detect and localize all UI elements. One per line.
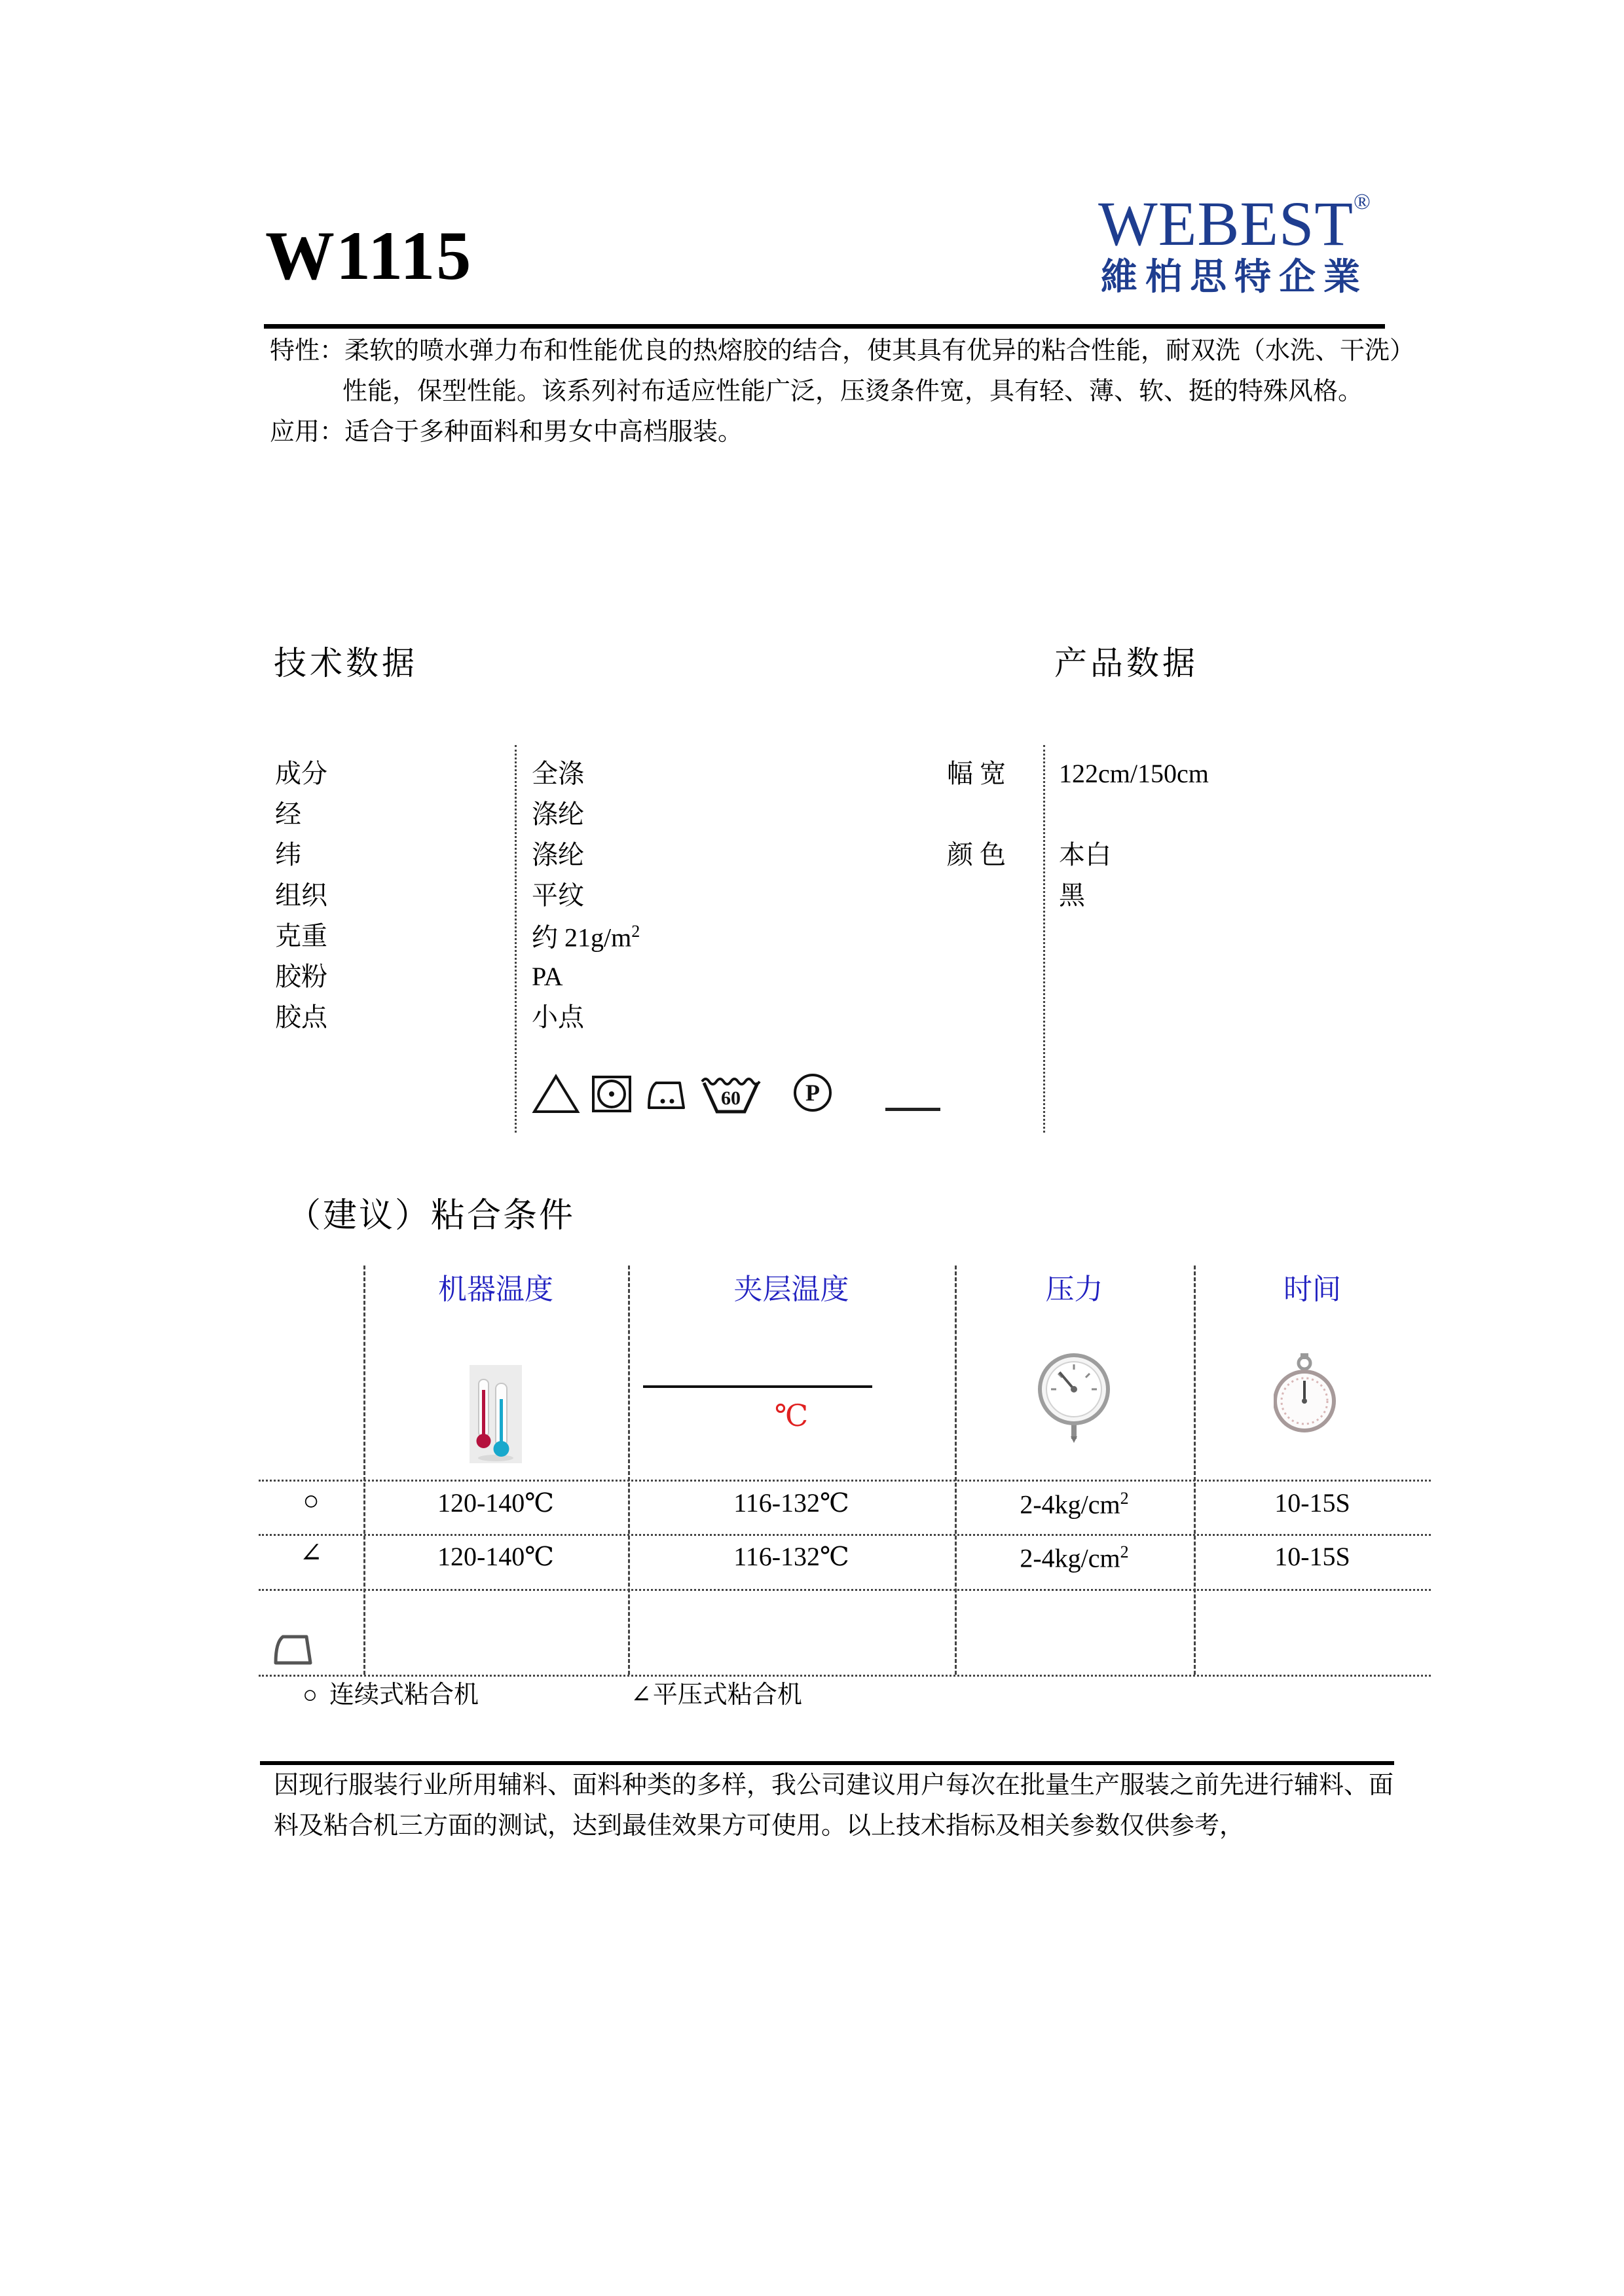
tech-label-0: 成分 (275, 759, 327, 788)
col-interlayer-temp: 夹层温度 (733, 1273, 849, 1305)
disclaimer-line-2: 料及粘合机三方面的测试，达到最佳效果方可使用。以上技术指标及相关参数仅供参考， (274, 1812, 1245, 1840)
wash-temp-text: 60 (721, 1087, 741, 1109)
company-name: 維柏思特企業 (1101, 257, 1368, 298)
row2-machine-temp: 120-140℃ (437, 1542, 555, 1571)
feature-label: 特性： (270, 337, 345, 365)
row1-pressure-value: 2-4kg/cm (1020, 1489, 1120, 1520)
tech-data-heading: 技术数据 (274, 645, 418, 682)
col-machine-temp: 机器温度 (438, 1273, 553, 1305)
row2-time: 10-15S (1274, 1542, 1350, 1571)
dry-flat-line-icon (885, 1108, 940, 1111)
application-line (270, 420, 743, 445)
brand-name: WEBEST (1098, 189, 1354, 259)
row1-pressure (955, 1490, 1194, 1518)
bonding-table-hline-4 (259, 1675, 1431, 1677)
wash-60-icon (699, 1074, 762, 1119)
color-label: 颜 色 (947, 840, 1006, 869)
registered-trademark-icon: ® (1354, 190, 1371, 214)
application-text: 适合于多种面料和男女中高档服装。 (344, 418, 743, 446)
legend-circle-symbol: ○ (303, 1681, 318, 1709)
row2-symbol: ∠ (299, 1539, 323, 1569)
width-label: 幅 宽 (947, 759, 1006, 788)
row1-symbol: ○ (303, 1486, 320, 1516)
width-value: 122cm/150cm (1059, 759, 1209, 788)
row1-machine-temp: 120-140℃ (437, 1488, 555, 1518)
color-value-natural: 本白 (1059, 840, 1111, 869)
dry-clean-letter: P (805, 1080, 820, 1106)
page-title: W1115 (265, 217, 473, 294)
footer-divider-rule (260, 1761, 1394, 1765)
interlayer-temp-line (643, 1385, 872, 1388)
color-value-black: 黑 (1059, 881, 1085, 910)
tech-value-0: 全涤 (532, 759, 584, 788)
tech-label-5: 胶粉 (275, 962, 327, 991)
tech-label-1: 经 (275, 799, 301, 829)
company-logo (1084, 191, 1385, 296)
row1-time: 10-15S (1274, 1488, 1350, 1518)
tech-value-3: 平纹 (532, 881, 584, 910)
row1-pressure-sup: 2 (1120, 1489, 1129, 1508)
tech-table-divider (515, 745, 517, 1133)
bonding-table-hline-2 (259, 1534, 1431, 1536)
row1-interlayer-temp: 116-132℃ (733, 1488, 849, 1518)
thermometer-icon (470, 1365, 522, 1463)
bonding-table-vline-1 (363, 1266, 365, 1675)
bonding-table-vline-2 (628, 1266, 630, 1675)
tumble-dry-icon (591, 1075, 632, 1116)
row2-pressure-sup: 2 (1120, 1542, 1129, 1561)
bleach-triangle-icon (532, 1074, 580, 1118)
tech-value-2: 涤纶 (532, 840, 584, 869)
disclaimer-line-1: 因现行服装行业所用辅料、面料种类的多样，我公司建议用户每次在批量生产服装之前先进行辅料、面 (274, 1772, 1394, 1799)
bonding-table-hline-1 (259, 1480, 1431, 1482)
celsius-symbol: ℃ (774, 1399, 809, 1432)
legend-continuous-label: 连续式粘合机 (329, 1681, 479, 1709)
dry-clean-p-icon (792, 1072, 833, 1116)
tech-label-4: 克重 (275, 921, 327, 951)
row2-pressure (955, 1544, 1194, 1571)
legend-continuous (303, 1683, 479, 1707)
bonding-table-vline-4 (1194, 1266, 1196, 1675)
tech-label-6: 胶点 (275, 1002, 327, 1032)
row2-interlayer-temp: 116-132℃ (733, 1542, 849, 1571)
brand-wordmark (1084, 189, 1385, 259)
legend-flat-press-label: 平压式粘合机 (652, 1681, 802, 1709)
tech-label-2: 纬 (275, 840, 301, 869)
legend-angle-symbol: ∠ (631, 1681, 652, 1709)
tech-value-4 (532, 923, 640, 951)
iron-two-dots-icon (645, 1078, 691, 1116)
legend-flat-press (631, 1683, 802, 1707)
weight-value: 约 21g/m (532, 922, 632, 953)
bonding-heading: （建议）粘合条件 (287, 1197, 576, 1235)
stopwatch-icon (1274, 1352, 1336, 1440)
flat-press-iron-icon (271, 1631, 318, 1673)
application-label: 应用： (270, 418, 345, 446)
product-table-divider (1043, 745, 1045, 1133)
col-time: 时间 (1283, 1273, 1341, 1305)
row2-pressure-value: 2-4kg/cm (1020, 1543, 1120, 1573)
feature-text-1: 柔软的喷水弹力布和性能优良的热熔胶的结合，使其具有优异的粘合性能，耐双洗（水洗、干洗） (344, 337, 1415, 365)
bonding-table-vline-3 (955, 1266, 957, 1675)
feature-line-2: 性能，保型性能。该系列衬布适应性能广泛，压烫条件宽，具有轻、薄、软、挺的特殊风格。 (342, 378, 1363, 405)
col-pressure: 压力 (1045, 1273, 1103, 1305)
pressure-gauge-icon (1038, 1350, 1110, 1448)
tech-label-3: 组织 (275, 881, 327, 910)
bonding-table-hline-3 (259, 1589, 1431, 1591)
tech-value-6: 小点 (532, 1002, 584, 1032)
tech-value-1: 涤纶 (532, 799, 584, 829)
tech-value-5: PA (532, 962, 563, 991)
product-data-heading: 产品数据 (1054, 645, 1198, 682)
feature-line-1 (270, 338, 1414, 363)
weight-superscript: 2 (631, 922, 640, 941)
header-divider-rule (264, 324, 1385, 329)
